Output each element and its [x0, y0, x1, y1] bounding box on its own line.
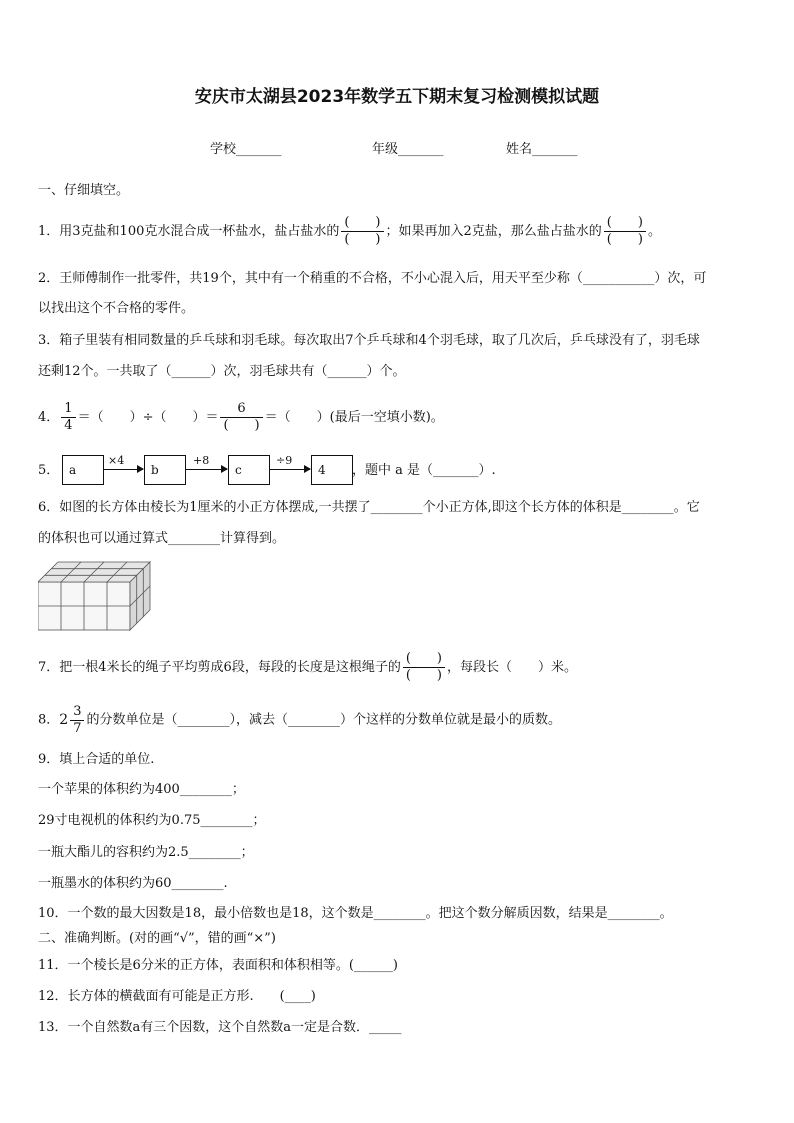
q4-middle[interactable]: ＝（ ）÷（ ）＝: [77, 410, 219, 425]
q8-mixed-fraction: $\frac{3}{7}$: [70, 704, 84, 737]
flow-op-divide-9: ÷9: [276, 454, 293, 467]
flow-box-result: 4: [311, 455, 353, 485]
question-9-title: 9．填上合适的单位.: [38, 752, 155, 767]
section-1-heading: 一、仔细填空。: [38, 183, 130, 198]
grade-field[interactable]: 年级_______: [372, 142, 444, 157]
school-field[interactable]: 学校_______: [210, 142, 282, 157]
question-7: [38, 648, 577, 688]
q9-item-bottle[interactable]: 一瓶大酯儿的容积约为2.5________；: [38, 845, 254, 860]
question-2-line-1: 2．王师傅制作一批零件，共19个，其中有一个稍重的不合格，不小心混入后，用天平至少称（___________）次，可: [38, 271, 707, 286]
q1-text-3: 。: [647, 224, 661, 239]
question-6-line-1: 6．如图的长方体由棱长为1厘米的小正方体摆成,一共摆了________个小正方体,即这个长方体的体积是________。它: [38, 500, 700, 515]
q9-item-apple[interactable]: 一个苹果的体积约为400________；: [38, 782, 245, 797]
flow-op-times-4: ×4: [108, 454, 125, 467]
question-11[interactable]: 11．一个棱长是6分米的正方体，表面积和体积相等。(______): [38, 958, 398, 973]
question-3-line-2: 还剩12个。一共取了（______）次，羽毛球共有（______）个。: [38, 364, 406, 379]
q7-text-2[interactable]: ，每段长（ ）米。: [446, 660, 577, 675]
q7-fraction-blank[interactable]: $\frac{( )}{( )}$: [403, 651, 445, 684]
question-1: [38, 213, 661, 251]
q1-fraction-blank-1[interactable]: $\frac{( )}{( )}$: [341, 215, 383, 248]
flow-box-a: a: [62, 455, 104, 485]
question-13[interactable]: 13．一个自然数a有三个因数，这个自然数a一定是合数．_____: [38, 1020, 402, 1035]
flow-arrow-3: [269, 469, 310, 470]
q8-text[interactable]: 的分数单位是（________），减去（________）个这样的分数单位就是最小的质数。: [86, 712, 561, 728]
question-10[interactable]: 10．一个数的最大因数是18，最小倍数也是18，这个数是________。把这个数分解质因数，结果是________。: [38, 906, 673, 921]
flow-op-plus-8: +8: [193, 454, 210, 467]
name-field[interactable]: 姓名_______: [506, 142, 578, 157]
page-title: 安庆市太湖县2023年数学五下期末复习检测模拟试题: [194, 87, 600, 107]
cuboid-figure: [38, 560, 152, 632]
question-6-line-2: 的体积也可以通过算式________计算得到。: [38, 531, 286, 546]
q7-text-1: 7．把一根4米长的绳子平均剪成6段，每段的长度是这根绳子的: [38, 660, 401, 675]
q8-mixed-whole: 2: [59, 712, 69, 728]
question-8: [38, 700, 561, 741]
flow-arrow-2: [185, 469, 227, 470]
flow-arrow-1: [103, 469, 143, 470]
q4-number: 4．: [38, 410, 60, 425]
flow-box-c: c: [228, 455, 270, 485]
q1-fraction-blank-2[interactable]: $\frac{( )}{( )}$: [604, 215, 646, 248]
question-2-line-2: 以找出这个不合格的零件。: [38, 301, 195, 316]
flow-box-b: b: [144, 455, 186, 485]
q4-fraction-six-over-blank[interactable]: $\frac{6}{( )}$: [220, 401, 262, 434]
q9-item-ink[interactable]: 一瓶墨水的体积约为60________.: [38, 876, 228, 891]
question-12[interactable]: 12．长方体的横截面有可能是正方形. (____): [38, 989, 316, 1004]
question-4: [38, 398, 444, 438]
q9-item-tv[interactable]: 29寸电视机的体积约为0.75________；: [38, 813, 266, 828]
section-2-heading: 二、准确判断。(对的画“√”，错的画“×”): [38, 931, 276, 946]
q8-number: 8．: [38, 712, 60, 728]
q4-fraction-one-quarter: $\frac{1}{4}$: [61, 401, 75, 434]
q5-tail[interactable]: ，题中 a 是（_______）.: [352, 463, 496, 478]
question-3-line-1: 3．箱子里装有相同数量的乒乓球和羽毛球。每次取出7个乒乓球和4个羽毛球，取了几次后，乒乓球没有了，羽毛球: [38, 333, 700, 348]
q1-text-1: 1．用3克盐和100克水混合成一杯盐水，盐占盐水的: [38, 224, 340, 239]
q4-tail[interactable]: ＝（ ）(最后一空填小数)。: [264, 410, 444, 425]
q5-number: 5．: [38, 463, 60, 478]
q1-text-2: ；如果再加入2克盐，那么盐占盐水的: [385, 224, 602, 239]
